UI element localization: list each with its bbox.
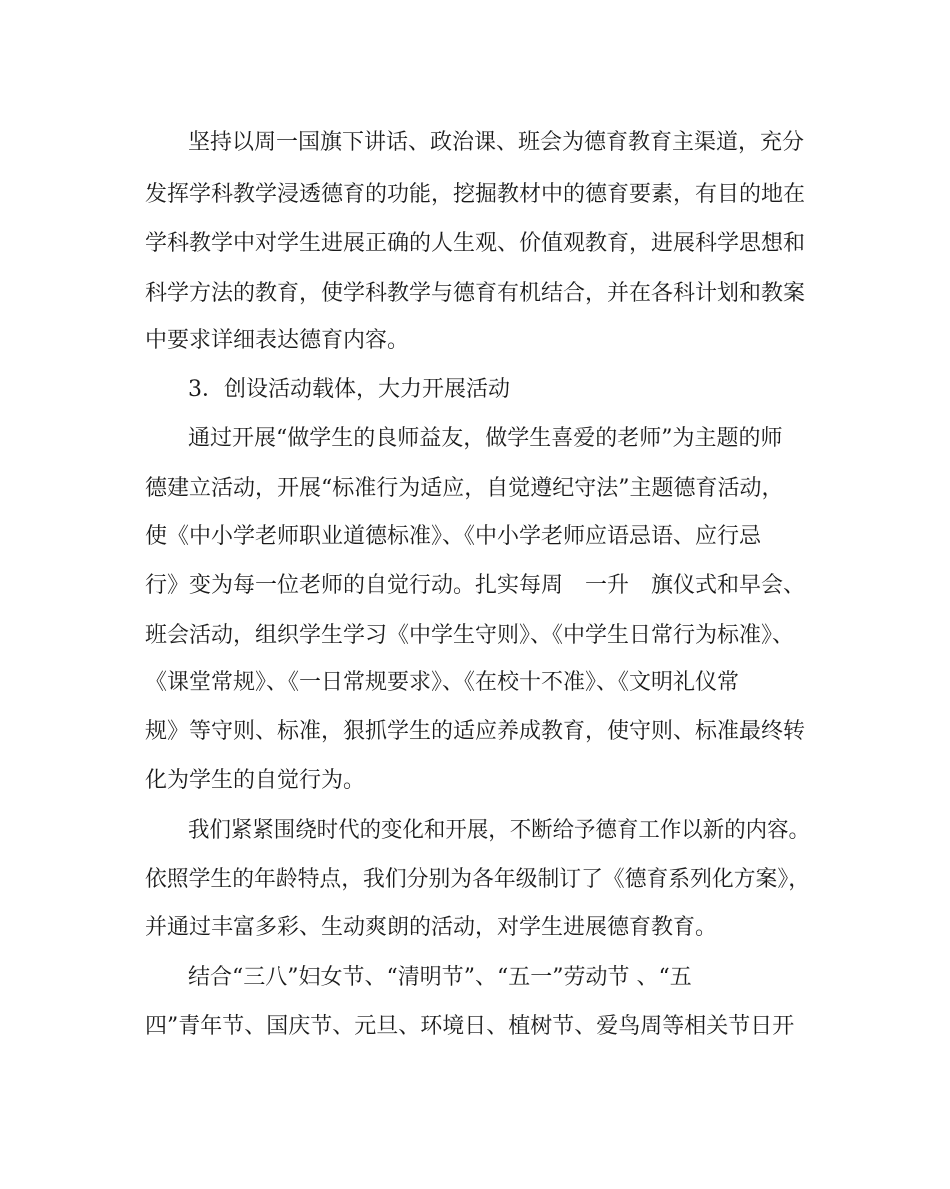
paragraph-line: 化为学生的自觉行为。: [145, 768, 366, 793]
paragraph-line: 学科教学中对学生进展正确的人生观、价值观教育，进展科学思想和: [145, 231, 806, 256]
paragraph-line: 科学方法的教育，使学科教学与德育有机结合，并在各科计划和教案: [145, 281, 806, 306]
paragraph-line: 规》等守则、标准，狠抓学生的适应养成教育，使守则、标准最终转: [145, 719, 806, 744]
paragraph-line: 依照学生的年龄特点，我们分别为各年级制订了《德育系列化方案》，: [145, 867, 811, 892]
paragraph-line: 通过开展“做学生的良师益友，做学生喜爱的老师”为主题的师: [188, 426, 783, 451]
paragraph-line: 四”青年节、国庆节、元旦、环境日、植树节、爱鸟周等相关节日开: [145, 1014, 795, 1039]
paragraph-line: 德建立活动，开展“标准行为适应，自觉遵纪守法”主题德育活动，: [145, 476, 784, 501]
paragraph-line: 并通过丰富多彩、生动爽朗的活动，对学生进展德育教育。: [145, 915, 718, 940]
paragraph-line: 结合“三八”妇女节、“清明节”、“五一”劳动节 、“五: [188, 965, 692, 990]
paragraph-line: 使《中小学老师职业道德标准》、《中小学老师应语忌语、应行忌: [145, 524, 762, 549]
paragraph-line: 班会活动，组织学生学习《中学生守则》、《中学生日常行为标准》、: [145, 623, 795, 648]
paragraph-line: 发挥学科教学浸透德育的功能，挖掘教材中的德育要素，有目的地在: [145, 182, 806, 207]
section-heading: 3．创设活动载体，大力开展活动: [188, 377, 510, 402]
paragraph-line: 坚持以周一国旗下讲话、政治课、班会为德育教育主渠道，充分: [188, 130, 805, 155]
paragraph-line: 我们紧紧围绕时代的变化和开展，不断给予德育工作以新的内容。: [188, 818, 811, 843]
paragraph-line: 《课堂常规》、《一日常规要求》、《在校十不准》、《文明礼仪常: [145, 670, 740, 695]
paragraph-line: 中要求详细表达德育内容。: [145, 328, 410, 353]
paragraph-line: 行》变为每一位老师的自觉行动。扎实每周 一升 旗仪式和早会、: [145, 573, 806, 598]
